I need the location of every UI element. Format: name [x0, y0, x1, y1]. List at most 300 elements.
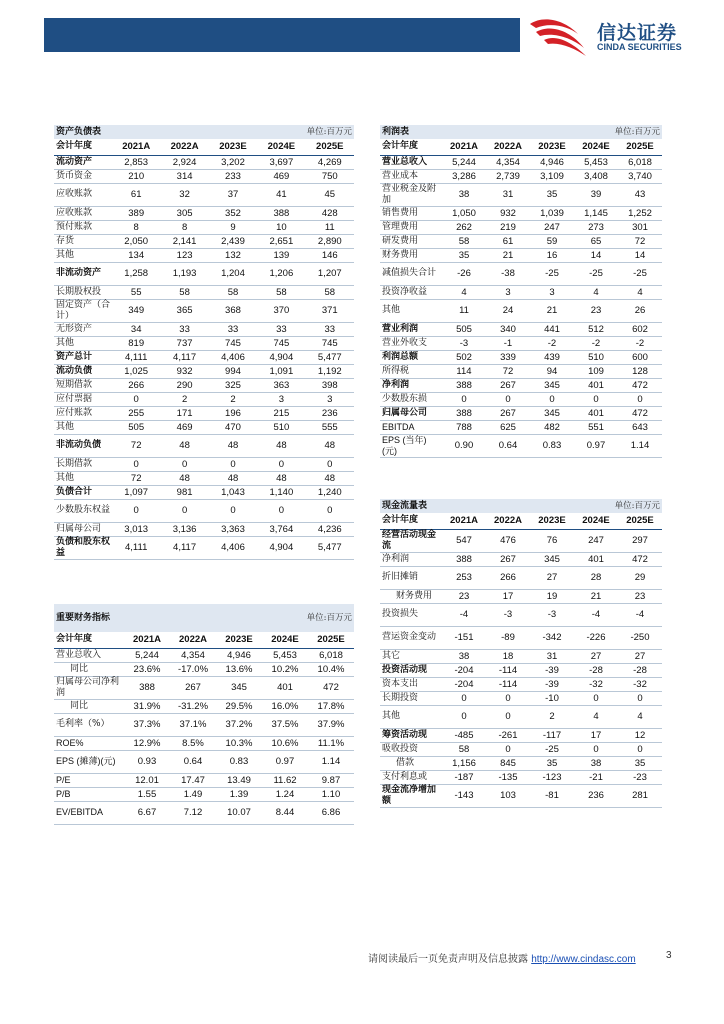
table-row — [54, 522, 354, 536]
row-value: 17.8% — [308, 699, 354, 713]
row-value: -226 — [574, 626, 618, 649]
row-value: 472 — [308, 676, 354, 699]
row-label: 筹资活动现 — [380, 728, 442, 742]
row-value: 35 — [530, 183, 574, 206]
row-value: 3,286 — [442, 169, 486, 183]
row-label: 应付账款 — [54, 406, 112, 420]
row-value: 1.14 — [308, 750, 354, 773]
row-value: 981 — [160, 485, 208, 499]
row-label: EBITDA — [380, 420, 442, 434]
table-row — [54, 420, 354, 434]
row-value: 267 — [486, 552, 530, 566]
table-row — [54, 392, 354, 406]
row-value: -2 — [574, 336, 618, 350]
table-row — [380, 742, 662, 756]
table-row — [54, 457, 354, 471]
row-value: 0 — [160, 499, 208, 522]
page-number: 3 — [666, 950, 672, 961]
row-value: -21 — [574, 770, 618, 784]
row-value: -23 — [618, 770, 662, 784]
row-value: 23 — [574, 299, 618, 322]
table-unit: 单位:百万元 — [530, 499, 662, 513]
row-value: 146 — [306, 248, 354, 262]
row-value: 37.3% — [124, 713, 170, 736]
row-value: 58 — [442, 234, 486, 248]
row-value: 469 — [257, 169, 305, 183]
table-row — [54, 183, 354, 206]
table-row — [380, 299, 662, 322]
table-row — [380, 566, 662, 589]
row-value: 325 — [209, 378, 257, 392]
row-label: 少数股东权益 — [54, 499, 112, 522]
table-row — [380, 262, 662, 285]
row-value: -28 — [618, 663, 662, 677]
row-value: 4,946 — [530, 155, 574, 169]
row-value: 388 — [442, 406, 486, 420]
row-value: 932 — [160, 364, 208, 378]
row-value: 58 — [257, 285, 305, 299]
row-value: 750 — [306, 169, 354, 183]
row-value: 6.86 — [308, 801, 354, 824]
row-value: 171 — [160, 406, 208, 420]
row-value: 472 — [618, 552, 662, 566]
row-value: 2,890 — [306, 234, 354, 248]
row-value: 27 — [530, 566, 574, 589]
table-row — [380, 728, 662, 742]
row-value: 0 — [257, 457, 305, 471]
row-label: 非流动负债 — [54, 434, 112, 457]
row-value: 3,013 — [112, 522, 160, 536]
row-label: EV/EBITDA — [54, 801, 124, 824]
row-value: 58 — [442, 742, 486, 756]
table-title: 资产负债表 — [54, 125, 209, 139]
row-value: 43 — [618, 183, 662, 206]
row-value: 48 — [306, 471, 354, 485]
row-value: 233 — [209, 169, 257, 183]
header-year: 2021A — [442, 513, 486, 529]
row-label: 归属母公司 — [380, 406, 442, 420]
table-row — [380, 756, 662, 770]
row-value: 35 — [442, 248, 486, 262]
row-value: -4 — [574, 603, 618, 626]
row-value: 4 — [442, 285, 486, 299]
table-row — [54, 773, 354, 787]
row-value: 33 — [160, 322, 208, 336]
row-value: 255 — [112, 406, 160, 420]
table-row — [380, 784, 662, 807]
disclaimer-text: 请阅读最后一页免责声明及信息披露 — [368, 954, 528, 965]
row-value: 38 — [574, 756, 618, 770]
table-row — [54, 736, 354, 750]
row-value: 0.93 — [124, 750, 170, 773]
row-value: 24 — [486, 299, 530, 322]
row-value: 2,141 — [160, 234, 208, 248]
row-label: P/B — [54, 787, 124, 801]
row-value: 37.2% — [216, 713, 262, 736]
row-value: 26 — [618, 299, 662, 322]
row-value: 5,477 — [306, 350, 354, 364]
row-value: 788 — [442, 420, 486, 434]
row-value: 14 — [618, 248, 662, 262]
header-label: 会计年度 — [54, 632, 124, 648]
row-value: 58 — [209, 285, 257, 299]
row-value: 0 — [486, 691, 530, 705]
table-row — [380, 626, 662, 649]
row-value: 9.87 — [308, 773, 354, 787]
table-title-row — [54, 125, 354, 139]
row-value: -204 — [442, 663, 486, 677]
header-year: 2023E — [530, 139, 574, 155]
row-value: 1,039 — [530, 206, 574, 220]
row-label: EPS (当年)(元) — [380, 434, 442, 457]
row-value: 370 — [257, 299, 305, 322]
table-row — [380, 663, 662, 677]
table-unit: 单位:百万元 — [530, 125, 662, 139]
table-row — [380, 406, 662, 420]
row-value: 0 — [442, 392, 486, 406]
row-value: 3,697 — [257, 155, 305, 169]
row-value: 16.0% — [262, 699, 308, 713]
row-value: -187 — [442, 770, 486, 784]
row-label: 营业税金及附加 — [380, 183, 442, 206]
row-value: 4 — [618, 285, 662, 299]
row-value: 0 — [306, 499, 354, 522]
row-value: 1,206 — [257, 262, 305, 285]
row-label: 营业外收支 — [380, 336, 442, 350]
table-row — [54, 322, 354, 336]
row-value: -31.2% — [170, 699, 216, 713]
row-value: 401 — [262, 676, 308, 699]
row-value: 8.44 — [262, 801, 308, 824]
table-row — [54, 485, 354, 499]
row-value: 72 — [112, 471, 160, 485]
row-value: 33 — [306, 322, 354, 336]
row-value: -39 — [530, 663, 574, 677]
table-row — [54, 471, 354, 485]
row-value: 3,740 — [618, 169, 662, 183]
row-value: 61 — [112, 183, 160, 206]
table-title-row — [380, 499, 662, 513]
table-row — [54, 536, 354, 559]
row-value: 266 — [112, 378, 160, 392]
row-value: 4 — [574, 705, 618, 728]
row-value: 12.9% — [124, 736, 170, 750]
row-value: 472 — [618, 406, 662, 420]
row-value: 482 — [530, 420, 574, 434]
row-value: 345 — [530, 406, 574, 420]
row-value: 505 — [442, 322, 486, 336]
row-label: 投资活动现 — [380, 663, 442, 677]
row-value: 37.1% — [170, 713, 216, 736]
row-value: 4,406 — [209, 350, 257, 364]
row-value: -3 — [442, 336, 486, 350]
row-value: 48 — [160, 434, 208, 457]
row-value: -38 — [486, 262, 530, 285]
row-value: 1,252 — [618, 206, 662, 220]
row-value: 94 — [530, 364, 574, 378]
row-label: 净利润 — [380, 552, 442, 566]
row-value: 5,453 — [262, 648, 308, 662]
table-row — [54, 364, 354, 378]
row-label: 长期借款 — [54, 457, 112, 471]
row-value: 33 — [257, 322, 305, 336]
table-row — [54, 713, 354, 736]
row-label: 同比 — [54, 662, 124, 676]
table-row — [54, 378, 354, 392]
row-value: 6.67 — [124, 801, 170, 824]
table-row — [380, 649, 662, 663]
logo-cn-text: 信达证券 — [597, 23, 678, 44]
financial-indicators-table — [54, 604, 354, 825]
row-value: 365 — [160, 299, 208, 322]
row-value: 4,406 — [209, 536, 257, 559]
row-value: 1,207 — [306, 262, 354, 285]
row-label: 现金流净增加额 — [380, 784, 442, 807]
row-value: 13.49 — [216, 773, 262, 787]
table-row — [380, 336, 662, 350]
row-value: -32 — [574, 677, 618, 691]
row-value: 0 — [112, 457, 160, 471]
row-label: EPS (摊薄)(元) — [54, 750, 124, 773]
table-row — [54, 220, 354, 234]
header-label: 会计年度 — [54, 139, 112, 155]
row-value: 10.2% — [262, 662, 308, 676]
row-value: 39 — [574, 183, 618, 206]
row-value: 0 — [442, 691, 486, 705]
row-value: 4,111 — [112, 536, 160, 559]
row-value: 3,764 — [257, 522, 305, 536]
row-value: 1,193 — [160, 262, 208, 285]
row-value: 12.01 — [124, 773, 170, 787]
row-value: 31.9% — [124, 699, 170, 713]
row-value: 17.47 — [170, 773, 216, 787]
row-value: 1.10 — [308, 787, 354, 801]
table-row — [54, 699, 354, 713]
header-year: 2025E — [306, 139, 354, 155]
row-value: 128 — [618, 364, 662, 378]
header-year: 2025E — [618, 513, 662, 529]
row-value: 139 — [257, 248, 305, 262]
header-year: 2024E — [574, 513, 618, 529]
row-label: 流动负债 — [54, 364, 112, 378]
row-value: 745 — [209, 336, 257, 350]
website-link[interactable]: http://www.cindasc.com — [531, 954, 636, 965]
row-value: 3 — [486, 285, 530, 299]
header-year: 2022A — [160, 139, 208, 155]
row-value: -3 — [530, 603, 574, 626]
row-value: 0.83 — [216, 750, 262, 773]
row-value: 602 — [618, 322, 662, 336]
table-header-row — [380, 139, 662, 155]
row-value: 273 — [574, 220, 618, 234]
table-row — [54, 262, 354, 285]
row-value: 8 — [160, 220, 208, 234]
row-value: -123 — [530, 770, 574, 784]
row-value: -39 — [530, 677, 574, 691]
row-value: 10.4% — [308, 662, 354, 676]
row-label: 应收账款 — [54, 183, 112, 206]
row-value: 1,204 — [209, 262, 257, 285]
header-year: 2023E — [530, 513, 574, 529]
row-value: 0 — [574, 392, 618, 406]
header-year: 2023E — [209, 139, 257, 155]
row-value: 388 — [257, 206, 305, 220]
row-value: 2,651 — [257, 234, 305, 248]
row-value: 502 — [442, 350, 486, 364]
row-value: 290 — [160, 378, 208, 392]
row-label: 资本支出 — [380, 677, 442, 691]
row-value: -485 — [442, 728, 486, 742]
row-value: 5,244 — [442, 155, 486, 169]
row-value: 4,354 — [486, 155, 530, 169]
table-row — [380, 392, 662, 406]
row-label: 长期股权投 — [54, 285, 112, 299]
row-value: 0 — [209, 457, 257, 471]
row-value: 8 — [112, 220, 160, 234]
row-label: 管理费用 — [380, 220, 442, 234]
row-value: 4,904 — [257, 536, 305, 559]
row-value: 3,408 — [574, 169, 618, 183]
table-row — [380, 220, 662, 234]
table-row — [54, 155, 354, 169]
row-value: 510 — [257, 420, 305, 434]
table-row — [380, 350, 662, 364]
row-value: 340 — [486, 322, 530, 336]
row-value: 45 — [306, 183, 354, 206]
row-label: 其他 — [380, 299, 442, 322]
row-value: 469 — [160, 420, 208, 434]
row-value: 27 — [574, 649, 618, 663]
row-value: 37.5% — [262, 713, 308, 736]
row-value: 109 — [574, 364, 618, 378]
row-value: 267 — [486, 406, 530, 420]
row-label: 投资损失 — [380, 603, 442, 626]
row-value: 505 — [112, 420, 160, 434]
table-row — [54, 299, 354, 322]
row-value: 0 — [112, 392, 160, 406]
table-row — [54, 750, 354, 773]
row-value: 35 — [618, 756, 662, 770]
row-value: 512 — [574, 322, 618, 336]
row-value: 267 — [486, 378, 530, 392]
row-value: 21 — [486, 248, 530, 262]
table-row — [54, 676, 354, 699]
row-label: 销售费用 — [380, 206, 442, 220]
row-value: 48 — [257, 434, 305, 457]
row-label: 应付票据 — [54, 392, 112, 406]
table-row — [380, 420, 662, 434]
table-title: 现金流量表 — [380, 499, 530, 513]
row-value: 114 — [442, 364, 486, 378]
row-label: 财务费用 — [380, 248, 442, 262]
row-value: 510 — [574, 350, 618, 364]
row-value: 3 — [530, 285, 574, 299]
row-value: 1,156 — [442, 756, 486, 770]
row-label: 负债合计 — [54, 485, 112, 499]
row-value: 555 — [306, 420, 354, 434]
row-value: 21 — [574, 589, 618, 603]
row-value: 7.12 — [170, 801, 216, 824]
row-value: -25 — [618, 262, 662, 285]
row-value: 0.64 — [170, 750, 216, 773]
row-label: 减值损失合计 — [380, 262, 442, 285]
table-row — [380, 378, 662, 392]
row-value: 48 — [257, 471, 305, 485]
row-value: 1.49 — [170, 787, 216, 801]
table-row — [54, 787, 354, 801]
row-value: 37 — [209, 183, 257, 206]
row-value: 297 — [618, 529, 662, 552]
row-value: 0 — [160, 457, 208, 471]
row-value: 388 — [442, 552, 486, 566]
header-year: 2022A — [170, 632, 216, 648]
row-value: 219 — [486, 220, 530, 234]
row-label: ROE% — [54, 736, 124, 750]
row-value: 215 — [257, 406, 305, 420]
row-label: 同比 — [54, 699, 124, 713]
row-value: 37.9% — [308, 713, 354, 736]
cinda-logo-icon — [528, 14, 594, 58]
row-value: 18 — [486, 649, 530, 663]
row-value: 11 — [306, 220, 354, 234]
table-row — [380, 234, 662, 248]
header-year: 2023E — [216, 632, 262, 648]
row-value: 1,258 — [112, 262, 160, 285]
row-value: -143 — [442, 784, 486, 807]
row-label: 负债和股东权益 — [56, 536, 111, 558]
row-label: 毛利率（%） — [54, 713, 124, 736]
row-label: 营运资金变动 — [380, 626, 442, 649]
row-value: 1,050 — [442, 206, 486, 220]
table-row — [54, 169, 354, 183]
row-label: 营业总收入 — [54, 648, 124, 662]
row-label: 其他 — [380, 705, 442, 728]
row-value: 1,043 — [209, 485, 257, 499]
row-value: 23 — [618, 589, 662, 603]
row-value: 1,192 — [306, 364, 354, 378]
row-value: 301 — [618, 220, 662, 234]
row-value: -26 — [442, 262, 486, 285]
row-value: 38 — [442, 649, 486, 663]
row-value: 1.55 — [124, 787, 170, 801]
row-value: 58 — [306, 285, 354, 299]
row-value: -2 — [618, 336, 662, 350]
table-row — [380, 705, 662, 728]
row-value: 398 — [306, 378, 354, 392]
row-value: 0.90 — [442, 434, 486, 457]
row-label: 营业利润 — [380, 322, 442, 336]
row-value: 2,439 — [209, 234, 257, 248]
row-value: 9 — [209, 220, 257, 234]
row-value: 58 — [160, 285, 208, 299]
row-value: 472 — [618, 378, 662, 392]
row-value: 737 — [160, 336, 208, 350]
row-value: -28 — [574, 663, 618, 677]
table-header-row — [380, 513, 662, 529]
row-value: 48 — [209, 471, 257, 485]
row-value: 994 — [209, 364, 257, 378]
row-value: 19 — [530, 589, 574, 603]
table-row — [380, 169, 662, 183]
row-value: 3,136 — [160, 522, 208, 536]
row-value: 1,097 — [112, 485, 160, 499]
row-value: 48 — [160, 471, 208, 485]
header-year: 2024E — [262, 632, 308, 648]
row-value: 247 — [530, 220, 574, 234]
row-value: 401 — [574, 406, 618, 420]
row-value: -10 — [530, 691, 574, 705]
row-value: 363 — [257, 378, 305, 392]
